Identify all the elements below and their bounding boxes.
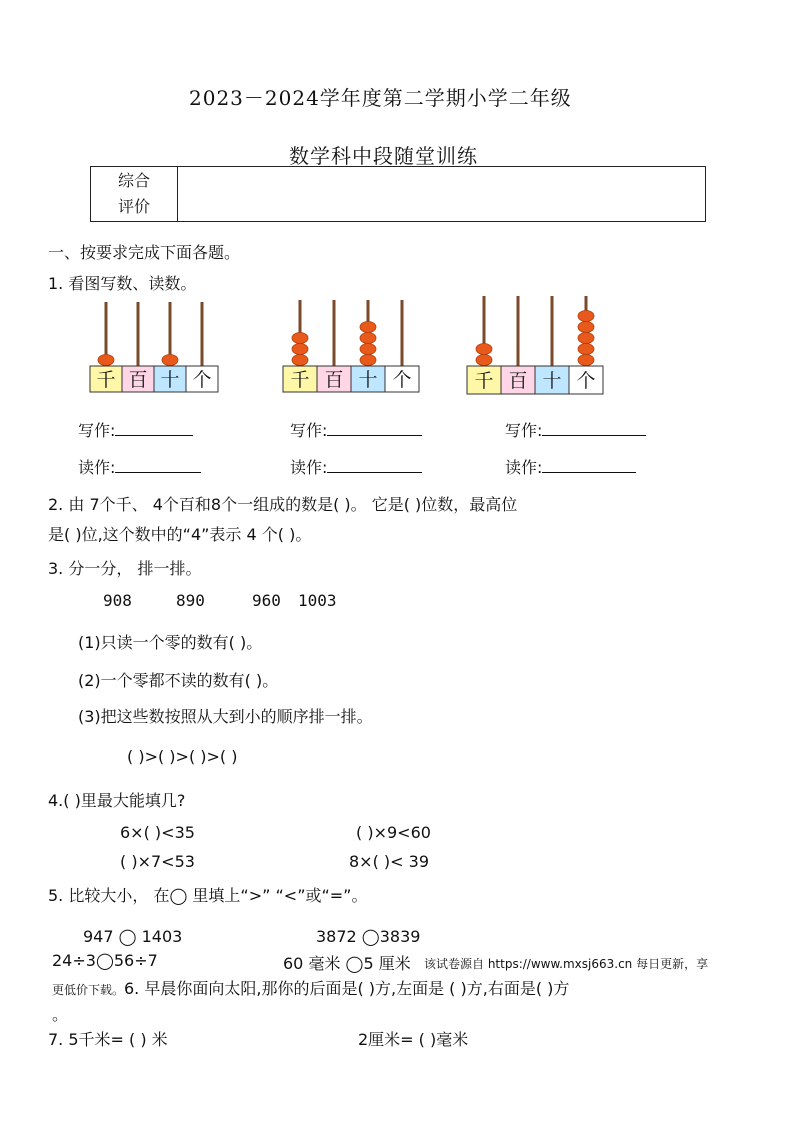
question-7-a: 7. 5千米= ( ) 米 [48, 1030, 168, 1049]
evaluation-label: 综合 评价 [91, 167, 178, 222]
abacus-bead-tens [360, 344, 376, 355]
read-answer-3[interactable] [542, 458, 636, 473]
place-label-thousands: 千 [474, 370, 494, 392]
place-label-tens: 十 [358, 369, 378, 391]
place-label-ones: 个 [576, 370, 596, 392]
abacus-bead-thousands [476, 344, 492, 355]
section-heading: 一、按要求完成下面各题。 [48, 243, 241, 262]
question-3-sub3: (3)把这些数按照从大到小的顺序排一排。 [78, 707, 373, 726]
number-890: 890 [176, 591, 205, 610]
read-answer-2[interactable] [327, 458, 422, 473]
write-label-2: 写作: [290, 418, 422, 441]
read-label-2: 读作: [290, 455, 422, 478]
abacus-3 [463, 294, 615, 402]
question-3-text: 3. 分一分， 排一排。 [48, 559, 202, 578]
evaluation-value-cell[interactable] [178, 167, 706, 222]
evaluation-table [90, 166, 706, 222]
watermark-suffix: 更低价下载。 [52, 983, 125, 997]
place-label-tens: 十 [160, 369, 180, 391]
question-4-text: 4.( )里最大能填几? [48, 791, 186, 810]
abacus-bead-ones [578, 322, 594, 333]
number-1003: 1003 [298, 591, 337, 610]
place-label-hundreds: 百 [508, 370, 528, 392]
abacus-1 [84, 296, 224, 396]
abacus-bead-thousands [292, 333, 308, 344]
watermark-text: 该试卷源自 https://www.mxsj663.cn 每日更新，享 [424, 957, 709, 971]
question-4-d: 8×( )< 39 [349, 852, 430, 871]
question-5-d: 60 毫米 ◯5 厘米 [283, 954, 411, 973]
question-1-text: 1. 看图写数、读数。 [48, 274, 197, 293]
question-5-b: 3872 ◯3839 [316, 927, 421, 946]
abacus-bead-thousands [476, 355, 492, 366]
abacus-bead-tens [360, 333, 376, 344]
place-label-thousands: 千 [96, 369, 116, 391]
place-label-ones: 个 [392, 369, 412, 391]
worksheet-subtitle: 数学科中段随堂训练 [289, 144, 478, 168]
number-908: 908 [103, 591, 132, 610]
question-5-a: 947 ◯ 1403 [83, 927, 183, 946]
abacus-bead-ones [578, 344, 594, 355]
abacus-bead-ones [578, 333, 594, 344]
abacus-bead-thousands [292, 344, 308, 355]
place-label-hundreds: 百 [324, 369, 344, 391]
write-answer-2[interactable] [327, 421, 422, 436]
read-answer-1[interactable] [115, 458, 201, 473]
place-label-tens: 十 [542, 370, 562, 392]
abacus-2 [279, 296, 429, 396]
write-answer-3[interactable] [542, 421, 646, 436]
write-label-3: 写作: [505, 418, 646, 441]
question-3-sub2: (2)一个零都不读的数有( )。 [78, 671, 279, 690]
question-5-c: 24÷3◯56÷7 [52, 951, 158, 970]
question-6-tail: 。 [52, 1005, 69, 1024]
abacus-bead-ones [578, 311, 594, 322]
question-6-text: 6. 早晨你面向太阳,那你的后面是( )方,左面是 ( )方,右面是( )方 [124, 979, 570, 998]
abacus-bead-tens [360, 322, 376, 333]
write-label-1: 写作: [78, 418, 193, 441]
abacus-bead-thousands [98, 355, 114, 366]
place-label-hundreds: 百 [128, 369, 148, 391]
abacus-2-svg [279, 296, 429, 396]
question-7-b: 2厘米= ( )毫米 [358, 1030, 469, 1049]
question-3-sub1: (1)只读一个零的数有( )。 [78, 633, 263, 652]
read-label-1: 读作: [78, 455, 201, 478]
question-2-line2: 是( )位,这个数中的“4”表示 4 个( )。 [48, 525, 312, 544]
question-3-order: ( )>( )>( )>( ) [127, 747, 238, 766]
write-answer-1[interactable] [115, 421, 193, 436]
abacus-3-svg [463, 294, 615, 402]
number-960: 960 [252, 591, 281, 610]
question-4-a: 6×( )<35 [120, 823, 195, 842]
place-label-thousands: 千 [290, 369, 310, 391]
read-label-3: 读作: [505, 455, 636, 478]
abacus-bead-ones [578, 355, 594, 366]
abacus-bead-thousands [292, 355, 308, 366]
question-2-line1: 2. 由 7个千、 4个百和8个一组成的数是( )。 它是( )位数，最高位 [48, 495, 518, 514]
worksheet-title: 2023－2024学年度第二学期小学二年级 [189, 86, 572, 110]
abacus-1-svg [84, 296, 224, 396]
abacus-bead-tens [162, 355, 178, 366]
place-label-ones: 个 [192, 369, 212, 391]
abacus-bead-tens [360, 355, 376, 366]
question-4-c: ( )×7<53 [120, 852, 195, 871]
question-5-text: 5. 比较大小， 在◯ 里填上“>” “<”或“=”。 [48, 886, 368, 905]
question-4-b: ( )×9<60 [356, 823, 431, 842]
